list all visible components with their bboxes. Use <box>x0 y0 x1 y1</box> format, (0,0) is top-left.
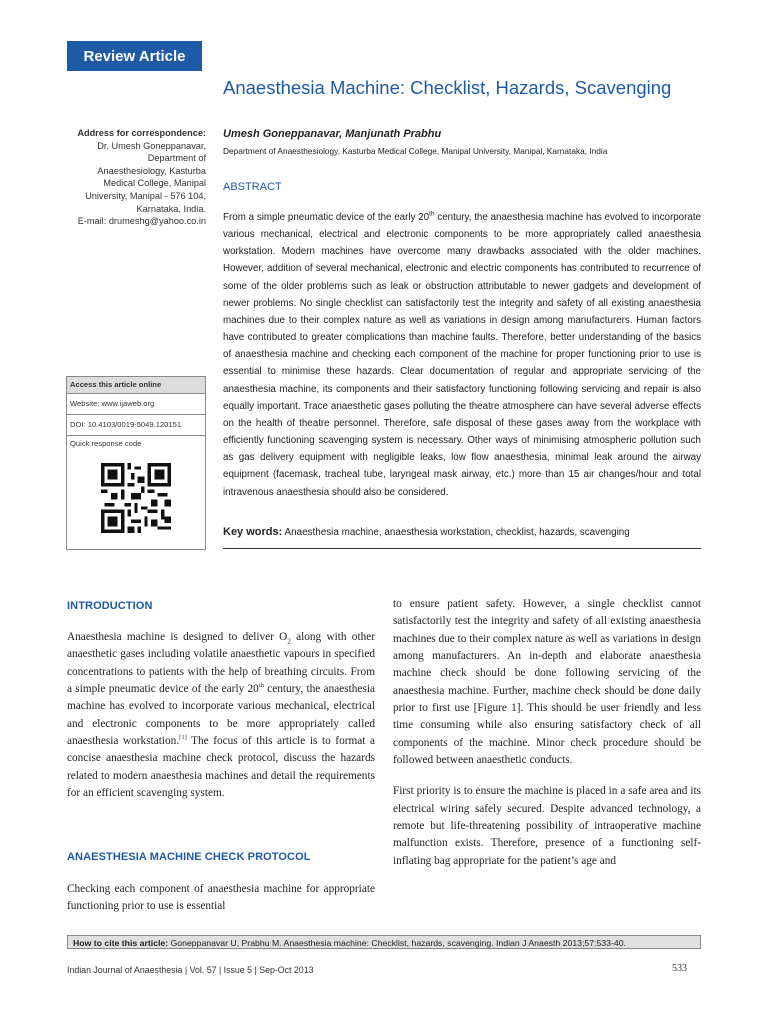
correspondence-address <box>66 127 206 228</box>
correspondence-line: Dr. Umesh Goneppanavar, <box>97 140 206 151</box>
introduction-heading: INTRODUCTION <box>67 600 153 612</box>
access-box-header: Access this article online <box>67 377 205 394</box>
qr-code-label: Quick response code <box>70 439 142 448</box>
article-title: Anaesthesia Machine: Checklist, Hazards, Scavenging <box>223 77 672 98</box>
access-website-link[interactable]: Website: www.ijaweb.org <box>67 394 205 415</box>
keywords-text: Anaesthesia machine, anaesthesia workstation, checklist, hazards, scavenging <box>282 527 630 538</box>
intro-sub: 2 <box>287 637 291 646</box>
check-protocol-text <box>67 881 375 916</box>
intro-part: The focus of this article is to format a concise anaesthesia machine check protocol, discuss the hazards related to modern anaesthesia machines and detail the requirements for an efficient scavenging system. <box>67 735 375 800</box>
abstract-part: century, the anaesthesia machine has evolved to incorporate various mechanical, electrical and electronic components to be more appropriately called anaesthesia workstation. Modern machines have overcome many drawbacks associated with the older machines. However, addition of several mechanical, electronic and electric components has contributed to recurrence of some of the older problems such as leak or obstruction attributable to newer gadgets and development of newer problems. No single checklist can satisfactorily test the integrity and safety of all existing anaesthesia machines due to their complex nature as well as variations in design among manufacturers. Human factors have contributed to greater complications than machine faults. Therefore, better understanding of the basics of anaesthesia machine and checking each component of the machine for proper functioning prior to use is essential to minimise these hazards. Clear documentation of regular and appropriate servicing of the anaesthesia machine, its components and their satisfactory functioning following servicing and repair is also equally important. Trace anaesthetic gases polluting the theatre atmosphere can have several adverse effects on the health of theatre personnel. Therefore, safe disposal of these gases away from the workplace with efficiently functioning scavenging system is necessary. Other ways of minimising atmospheric pollution such as gas delivery equipment with negligible leaks, low flow anaesthesia, minimal leak around the airway equipment (facemask, tracheal tube, laryngeal mask airway, etc.) more than 15 air changes/hour and total intravenous anaesthesia should also be considered. <box>223 212 701 498</box>
correspondence-line: Karnataka, India. <box>136 203 206 214</box>
access-doi-link[interactable]: DOI: 10.4103/0019-5049.120151 <box>67 415 205 436</box>
abstract-sup: th <box>429 210 435 218</box>
intro-sup: th <box>258 682 264 690</box>
keywords <box>223 526 701 538</box>
access-article-box <box>66 376 206 550</box>
citation-label: How to cite this article: <box>73 938 169 948</box>
intro-part: century, the anaesthesia machine has evolved to incorporate various mechanical, electrical and electronic components to be more appropriately called anaesthesia workstation. <box>67 683 375 748</box>
correspondence-line: Department of <box>147 153 206 164</box>
introduction-text <box>67 629 375 802</box>
footer-journal-info: Indian Journal of Anaesthesia | Vol. 57 | Issue 5 | Sep-Oct 2013 <box>67 965 314 975</box>
qr-code-icon[interactable] <box>101 463 171 533</box>
reference-link[interactable]: [1] <box>179 734 187 742</box>
right-paragraph-1: to ensure patient safety. However, a single checklist cannot satisfactorily test the integrity and safety of all existing anaesthesia machines due to their complex nature as well as variations in design among manufacturers. An in-depth and elaborate anaesthesia machine check should be done following servicing of the anaesthesia machine. Further, machine check should be done daily prior to first use [Figure 1]. This should be user friendly and less time consuming while also ensuring satisfactory check of all components of the machine. Minor check procedure should be followed between anaesthetic conducts. <box>393 598 701 767</box>
correspondence-label: Address for correspondence: <box>77 128 206 138</box>
correspondence-line: University, Manipal - 576 104, <box>85 190 206 201</box>
affiliation: Department of Anaesthesiology, Kasturba Medical College, Manipal University, Manipal, Karnataka, India <box>223 146 608 156</box>
intro-part: Anaesthesia machine is designed to deliver O <box>67 631 288 643</box>
correspondence-line: Medical College, Manipal <box>103 178 206 189</box>
check-protocol-paragraph: Checking each component of anaesthesia machine for appropriate functioning prior to use is essential <box>67 883 375 913</box>
right-column-text <box>393 596 701 870</box>
authors: Umesh Goneppanavar, Manjunath Prabhu <box>223 128 442 140</box>
check-protocol-heading: ANAESTHESIA MACHINE CHECK PROTOCOL <box>67 851 311 863</box>
keywords-label: Key words: <box>223 526 283 538</box>
keywords-divider <box>223 548 701 549</box>
intro-part: along with other anaesthetic gases including volatile anaesthetic vapours in specified concentrations to patients with the help of breathing circuits. From a simple pneumatic device of the early 20 <box>67 631 376 696</box>
correspondence-line: Anaesthesiology, Kasturba <box>97 165 206 176</box>
introduction-paragraph <box>67 629 375 802</box>
page-number: 533 <box>672 963 687 974</box>
abstract-part: From a simple pneumatic device of the early 20 <box>223 212 430 223</box>
correspondence-email[interactable]: E-mail: drumeshg@yahoo.co.in <box>77 216 206 227</box>
citation-text: Goneppanavar U, Prabhu M. Anaesthesia machine: Checklist, hazards, scavenging. Indian J Anaesth 2013;57:533-40. <box>168 938 626 948</box>
right-paragraph-2: First priority is to ensure the machine is placed in a safe area and its electrical wiring safely secured. Despite advanced technology, a remote but life-threatening possibility of intraoperative machine malfunction exists. Therefore, presence of a functioning self-inflating bag appropriate for the patient’s age and <box>393 785 701 867</box>
abstract-text <box>223 209 701 501</box>
citation-box <box>67 935 701 949</box>
abstract-heading: ABSTRACT <box>223 181 282 193</box>
article-type-badge: Review Article <box>67 41 202 71</box>
